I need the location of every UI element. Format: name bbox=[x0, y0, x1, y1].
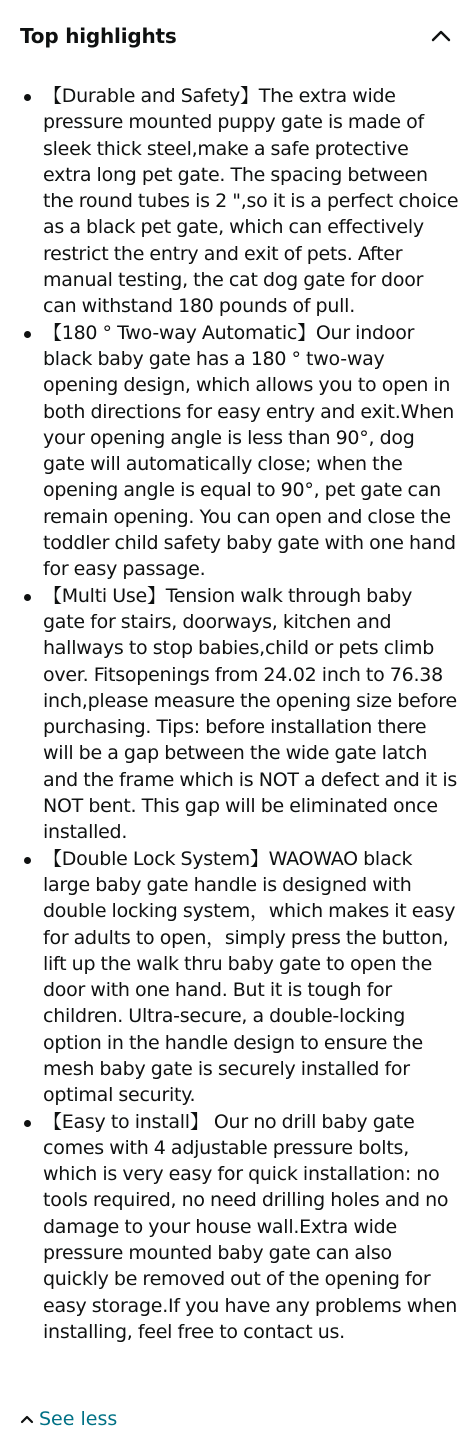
top-highlights-header[interactable] bbox=[20, 18, 455, 54]
bullet-icon bbox=[24, 94, 31, 101]
highlight-text: 【Durable and Safety】The extra wide pressure mounted puppy gate is made of sleek thick steel,make a safe protective extra long pet gate. The spacing between the round tubes is 2 ",so it is a perfect choice as a black pet gate, which can effectively restrict the entry and exit of pets. After manual testing, the cat dog gate for door can withstand 180 pounds of pull. bbox=[43, 85, 459, 318]
highlights-list bbox=[0, 83, 473, 1345]
highlight-item bbox=[0, 846, 473, 1109]
see-less-link[interactable] bbox=[20, 1405, 117, 1433]
highlight-text: 【180 ° Two-way Automatic】Our indoor black baby gate has a 180 ° two-way opening design, which allows you to open in both directions for easy entry and exit.When your opening angle is less than 90°, dog gate will automatically close; when the opening angle is equal to 90°, pet gate can remain opening. You can open and close the toddler child safety baby gate with one hand for easy passage. bbox=[43, 321, 456, 581]
section-title: Top highlights bbox=[20, 24, 177, 48]
highlight-item bbox=[0, 583, 473, 846]
highlight-text: 【Double Lock System】WAOWAO black large baby gate handle is designed with double locking system，which makes it easy for adults to open，simply press the button, lift up the walk thru baby gate to open the door with one hand. But it is tough for children. Ultra-secure, a double-locking option in the handle design to ensure the mesh baby gate is securely installed for optimal security. bbox=[43, 847, 456, 1107]
highlight-item bbox=[0, 83, 473, 320]
bullet-icon bbox=[24, 857, 31, 864]
bullet-icon bbox=[24, 331, 31, 338]
chevron-up-icon bbox=[20, 1414, 34, 1424]
highlight-item bbox=[0, 320, 473, 583]
highlight-item bbox=[0, 1109, 473, 1346]
see-less-label[interactable]: See less bbox=[39, 1408, 118, 1430]
chevron-up-icon bbox=[431, 29, 451, 43]
bullet-icon bbox=[24, 1120, 31, 1127]
collapse-toggle-button[interactable] bbox=[427, 22, 455, 50]
bullet-icon bbox=[24, 594, 31, 601]
highlight-text: 【Easy to install】 Our no drill baby gate comes with 4 adjustable pressure bolts, which is very easy for quick installation: no tools required, no need drilling holes and no damage to your house wall.Extra wide pressure mounted baby gate can also quickly be removed out of the opening for easy storage.If you have any problems when installing, feel free to contact us. bbox=[43, 1110, 458, 1343]
highlight-text: 【Multi Use】Tension walk through baby gate for stairs, doorways, kitchen and hallways to stop babies,child or pets climb over. Fitsopenings from 24.02 inch to 76.38 inch,please measure the opening size before purchasing. Tips: before installation there will be a gap between the wide gate latch and the frame which is NOT a defect and it is NOT bent. This gap will be eliminated once installed. bbox=[43, 584, 458, 844]
